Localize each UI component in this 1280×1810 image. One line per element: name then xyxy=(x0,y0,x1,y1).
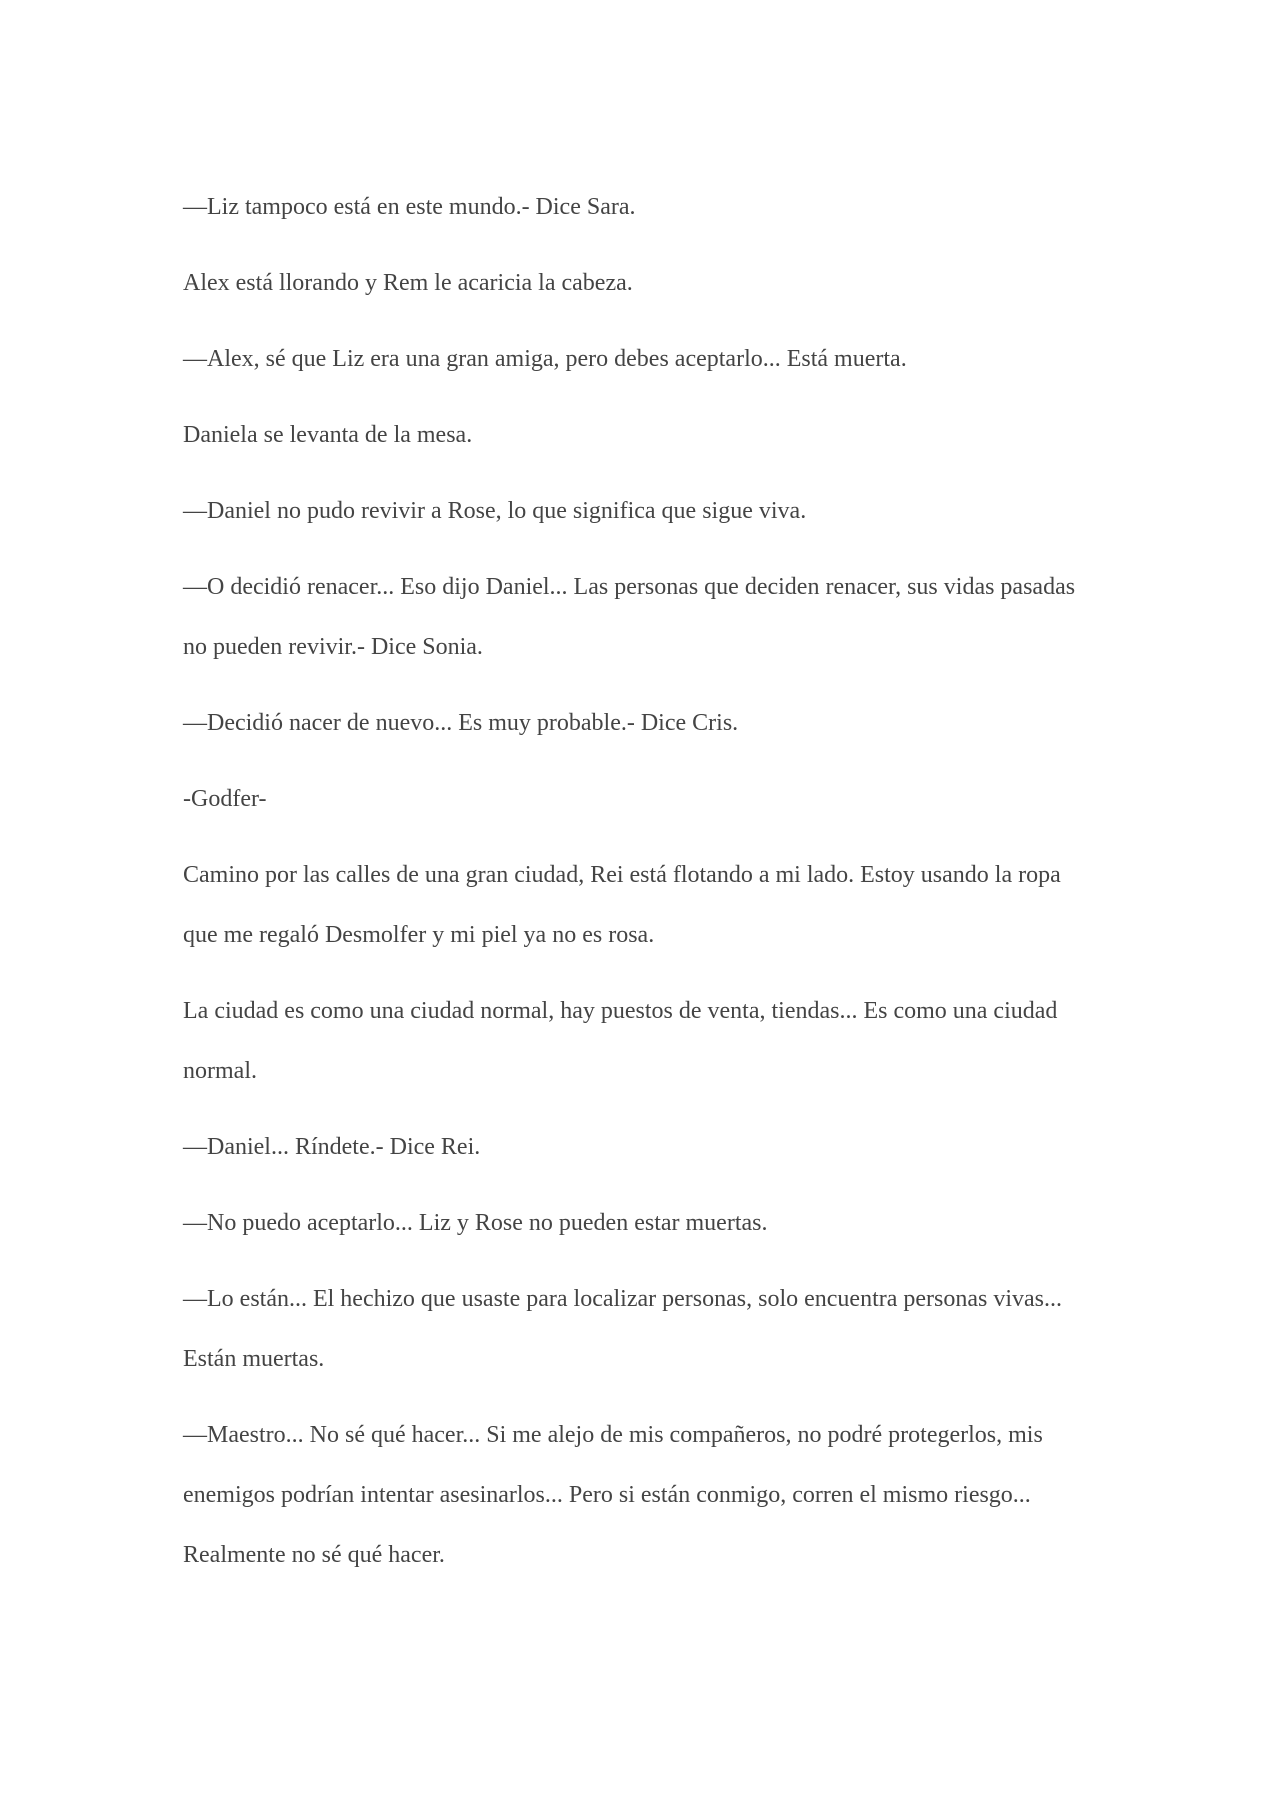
paragraph: La ciudad es como una ciudad normal, hay puestos de venta, tiendas... Es como una ciudad normal. xyxy=(183,998,1058,1084)
paragraph: —Alex, sé que Liz era una gran amiga, pero debes aceptarlo... Está muerta. xyxy=(183,346,907,372)
paragraph: —Maestro... No sé qué hacer... Si me alejo de mis compañeros, no podré protegerlos, mis enemigos podrían intentar asesinarlos... Pero si están conmigo, corren el mismo riesgo... Realmente no sé qué hacer. xyxy=(183,1422,1043,1568)
paragraph: Daniela se levanta de la mesa. xyxy=(183,422,473,448)
paragraph: —Liz tampoco está en este mundo.- Dice Sara. xyxy=(183,194,636,220)
paragraph: —No puedo aceptarlo... Liz y Rose no pueden estar muertas. xyxy=(183,1210,768,1236)
paragraph: —O decidió renacer... Eso dijo Daniel... Las personas que deciden renacer, sus vidas pasadas no pueden revivir.- Dice Sonia. xyxy=(183,574,1076,660)
document-body xyxy=(183,177,1093,1601)
paragraph: —Daniel... Ríndete.- Dice Rei. xyxy=(183,1134,481,1160)
paragraph: Camino por las calles de una gran ciudad, Rei está flotando a mi lado. Estoy usando la ropa que me regaló Desmolfer y mi piel ya no es rosa. xyxy=(183,862,1061,948)
paragraph: —Lo están... El hechizo que usaste para localizar personas, solo encuentra personas vivas... Están muertas. xyxy=(183,1286,1063,1372)
paragraph: Alex está llorando y Rem le acaricia la cabeza. xyxy=(183,270,633,296)
paragraph: —Decidió nacer de nuevo... Es muy probable.- Dice Cris. xyxy=(183,710,739,736)
section-marker: -Godfer- xyxy=(183,786,267,812)
paragraph: —Daniel no pudo revivir a Rose, lo que significa que sigue viva. xyxy=(183,498,807,524)
